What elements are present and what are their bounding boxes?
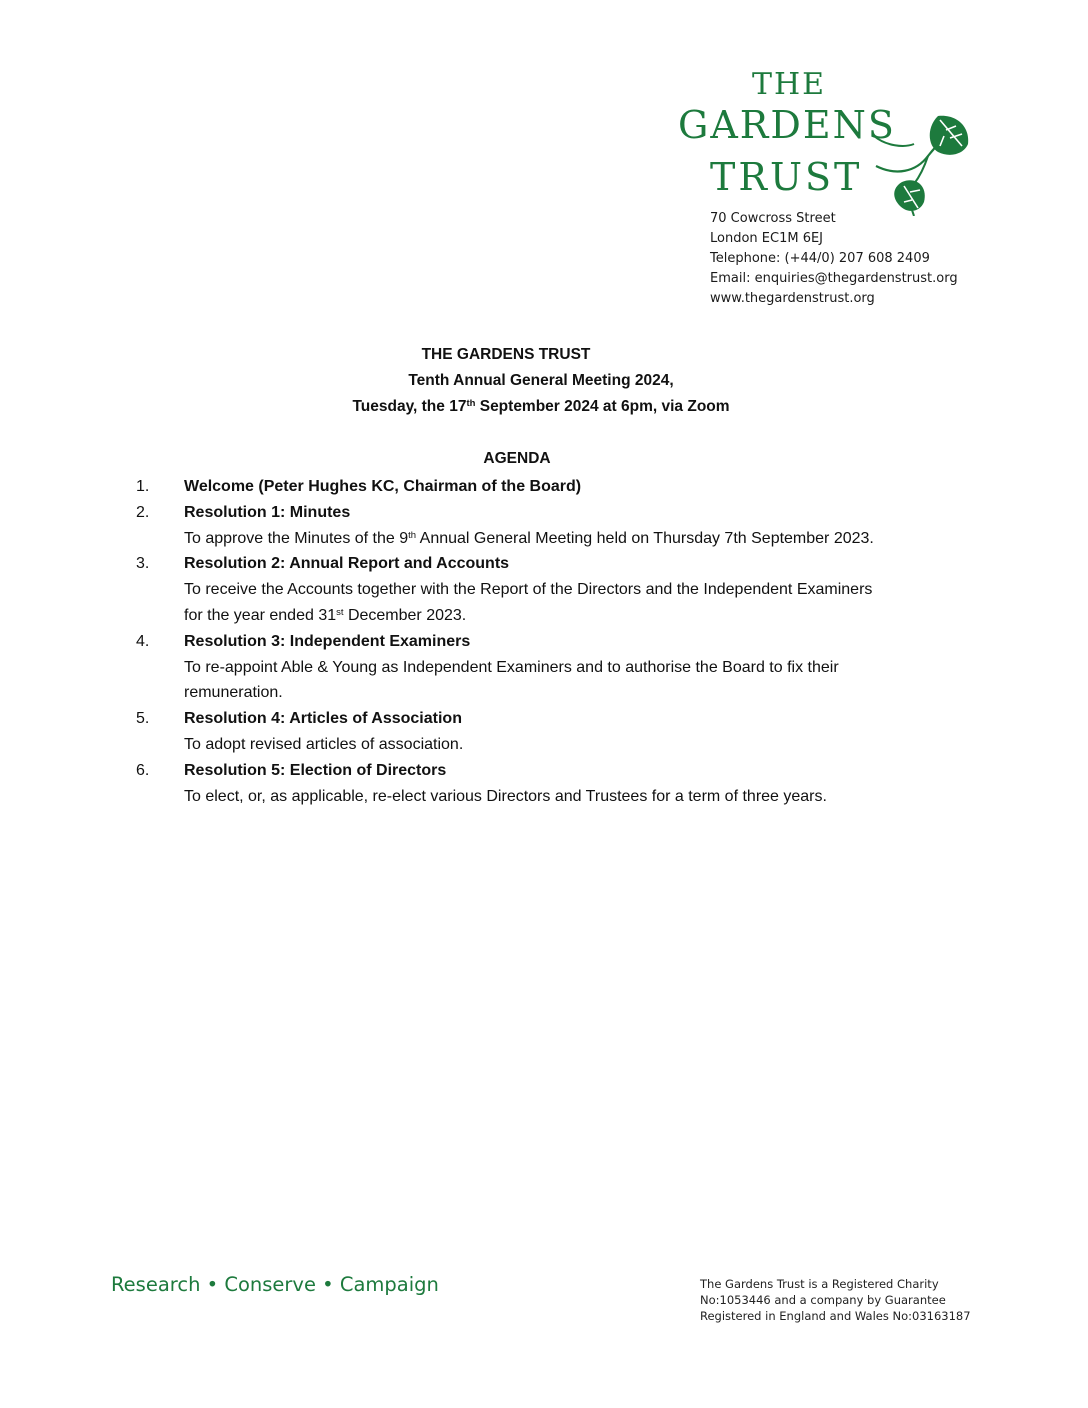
leaf-vine-icon (866, 106, 976, 216)
agenda-item-description: To adopt revised articles of association. (184, 735, 464, 753)
address-telephone: Telephone: (+44/0) 207 608 2409 (710, 251, 930, 266)
agenda-item (136, 474, 936, 500)
agenda-item-number: 2. (136, 503, 150, 521)
agenda-item (136, 500, 936, 552)
gardens-trust-logo (676, 66, 976, 216)
agenda-item-number: 1. (136, 478, 150, 495)
agenda-item-title: Resolution 1: Minutes (184, 503, 351, 521)
agenda-item-number: 6. (136, 761, 150, 779)
agenda-item-title: Welcome (Peter Hughes KC, Chairman of the Board) (184, 478, 582, 495)
legal-line: The Gardens Trust is a Registered Charity (700, 1277, 939, 1291)
agenda-item-number: 3. (136, 555, 150, 573)
agenda-item-description: remuneration. (184, 684, 283, 702)
agenda-item (136, 758, 936, 810)
agenda-item-description: To elect, or, as applicable, re-elect various Directors and Trustees for a term of three years. (184, 787, 827, 805)
agenda-item-description: To receive the Accounts together with the Report of the Directors and the Independent Examiners (184, 581, 873, 599)
agenda-item (136, 706, 936, 758)
agenda-heading: AGENDA (483, 450, 551, 467)
agenda-item-number: 4. (136, 632, 150, 650)
legal-line: No:1053446 and a company by Guarantee (700, 1293, 946, 1307)
meeting-date-heading: Tuesday, the 17th September 2024 at 6pm, via Zoom (352, 398, 730, 415)
agenda-item-title: Resolution 4: Articles of Association (184, 710, 462, 728)
logo-line-the: THE (752, 67, 827, 102)
footer-tagline: Research • Conserve • Campaign (111, 1273, 439, 1296)
legal-line: Registered in England and Wales No:03163187 (700, 1309, 971, 1323)
agenda-list (136, 474, 936, 809)
agenda-item-description: To approve the Minutes of the 9th Annual General Meeting held on Thursday 7th September 2023. (184, 529, 874, 547)
address-street: 70 Cowcross Street (710, 211, 836, 226)
agenda-item (136, 551, 936, 628)
agenda-item-title: Resolution 5: Election of Directors (184, 761, 447, 779)
organisation-heading: THE GARDENS TRUST (421, 346, 591, 363)
agenda-item (136, 629, 936, 706)
logo-line-gardens: GARDENS (678, 103, 896, 147)
contact-address-block (710, 209, 958, 309)
agenda-item-title: Resolution 2: Annual Report and Accounts (184, 555, 510, 573)
meeting-heading: Tenth Annual General Meeting 2024, (408, 372, 674, 389)
address-city: London EC1M 6EJ (710, 231, 824, 246)
agenda-item-description: for the year ended 31st December 2023. (184, 606, 467, 624)
agenda-item-title: Resolution 3: Independent Examiners (184, 632, 471, 650)
agenda-item-description: To re-appoint Able & Young as Independent Examiners and to authorise the Board to fix their (184, 658, 839, 676)
agenda-item-number: 5. (136, 710, 150, 728)
address-website: www.thegardenstrust.org (710, 291, 875, 306)
address-email: Email: enquiries@thegardenstrust.org (710, 271, 958, 286)
logo-line-trust: TRUST (710, 155, 863, 199)
footer-legal-notice (700, 1276, 971, 1324)
